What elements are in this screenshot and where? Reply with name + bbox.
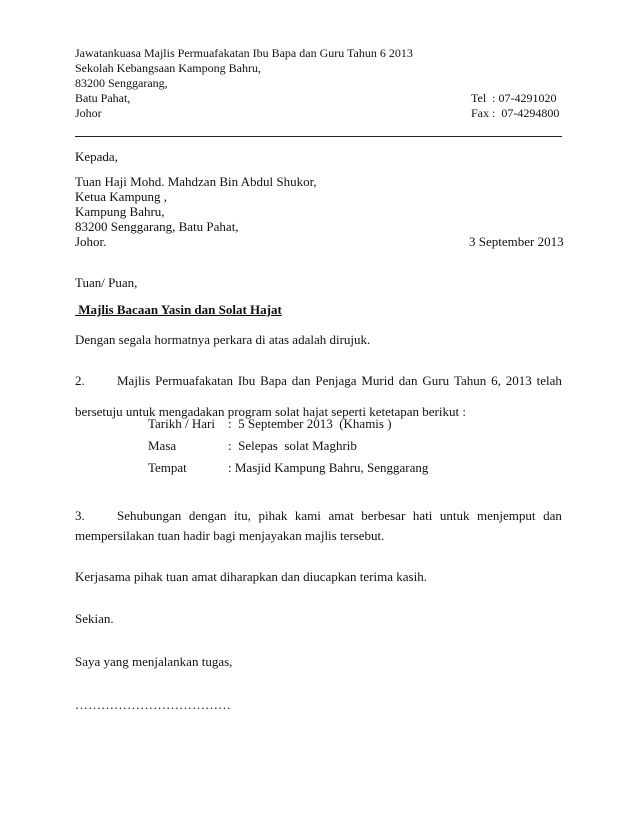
fax: Fax : 07-4294800	[471, 106, 560, 120]
para2-word: Majlis	[117, 373, 151, 388]
para3-word: dengan	[188, 508, 227, 523]
para2-word: Bapa	[260, 373, 287, 388]
recipient-title: Ketua Kampung ,	[75, 189, 168, 204]
para3-word: untuk	[439, 508, 470, 523]
header-divider	[75, 136, 562, 137]
para3-word: pihak	[258, 508, 288, 523]
para3-word: Sehubungan	[117, 508, 182, 523]
signature-line: ………………………………	[75, 697, 231, 712]
para2-line1	[117, 374, 562, 387]
closing-sekian: Sekian.	[75, 611, 114, 626]
para2-word: dan	[398, 373, 418, 388]
closing-thanks: Kerjasama pihak tuan amat diharapkan dan diucapkan terima kasih.	[75, 569, 427, 584]
para2-number: 2.	[75, 373, 85, 388]
closing-signoff: Saya yang menjalankan tugas,	[75, 654, 233, 669]
para2-word: Murid	[361, 373, 394, 388]
para3-word: hati	[412, 508, 433, 523]
para2-word: Tahun	[453, 373, 487, 388]
para2-word: 6,	[491, 373, 501, 388]
org-name: Jawatankuasa Majlis Permuafakatan Ibu Bapa dan Guru Tahun 6 2013	[75, 46, 413, 60]
address-postcode: 83200 Senggarang,	[75, 76, 168, 90]
para2-word: Permuafakatan	[155, 373, 234, 388]
para3-line2: mempersilakan tuan hadir bagi menjayakan majlis tersebut.	[75, 528, 385, 543]
para2-word: Penjaga	[315, 373, 357, 388]
telephone: Tel : 07-4291020	[471, 91, 557, 105]
intro-paragraph: Dengan segala hormatnya perkara di atas adalah dirujuk.	[75, 332, 371, 347]
para2-word: Guru	[422, 373, 450, 388]
para3-line1	[117, 509, 562, 522]
detail-label-time: Masa	[148, 438, 177, 453]
address-town: Batu Pahat,	[75, 91, 131, 105]
detail-value-place: : Masjid Kampung Bahru, Senggarang	[228, 460, 429, 475]
para2-word: telah	[536, 373, 562, 388]
letter-date: 3 September 2013	[469, 234, 564, 249]
para2-word: 2013	[505, 373, 532, 388]
detail-value-date: : 5 September 2013 (Khamis )	[228, 416, 392, 431]
school-name: Sekolah Kebangsaan Kampong Bahru,	[75, 61, 261, 75]
para3-word: amat	[328, 508, 354, 523]
recipient-address-1: Kampung Bahru,	[75, 204, 165, 219]
salutation: Tuan/ Puan,	[75, 275, 138, 290]
para3-word: kami	[294, 508, 321, 523]
para2-word: dan	[291, 373, 311, 388]
para2-line2: bersetuju untuk mengadakan program solat hajat seperti ketetapan berikut :	[75, 404, 466, 419]
para3-word: dan	[543, 508, 562, 523]
para3-word: itu,	[233, 508, 251, 523]
kepada-label: Kepada,	[75, 149, 118, 164]
para3-word: berbesar	[361, 508, 406, 523]
detail-label-date: Tarikh / Hari	[148, 416, 215, 431]
subject-heading: Majlis Bacaan Yasin dan Solat Hajat	[75, 302, 282, 317]
recipient-address-3: Johor.	[75, 234, 107, 249]
recipient-name: Tuan Haji Mohd. Mahdzan Bin Abdul Shukor,	[75, 174, 317, 189]
recipient-address-2: 83200 Senggarang, Batu Pahat,	[75, 219, 239, 234]
para3-number: 3.	[75, 508, 85, 523]
detail-value-time: : Selepas solat Maghrib	[228, 438, 357, 453]
para3-word: menjemput	[477, 508, 536, 523]
address-state: Johor	[75, 106, 102, 120]
detail-label-place: Tempat	[148, 460, 187, 475]
para2-word: Ibu	[237, 373, 256, 388]
